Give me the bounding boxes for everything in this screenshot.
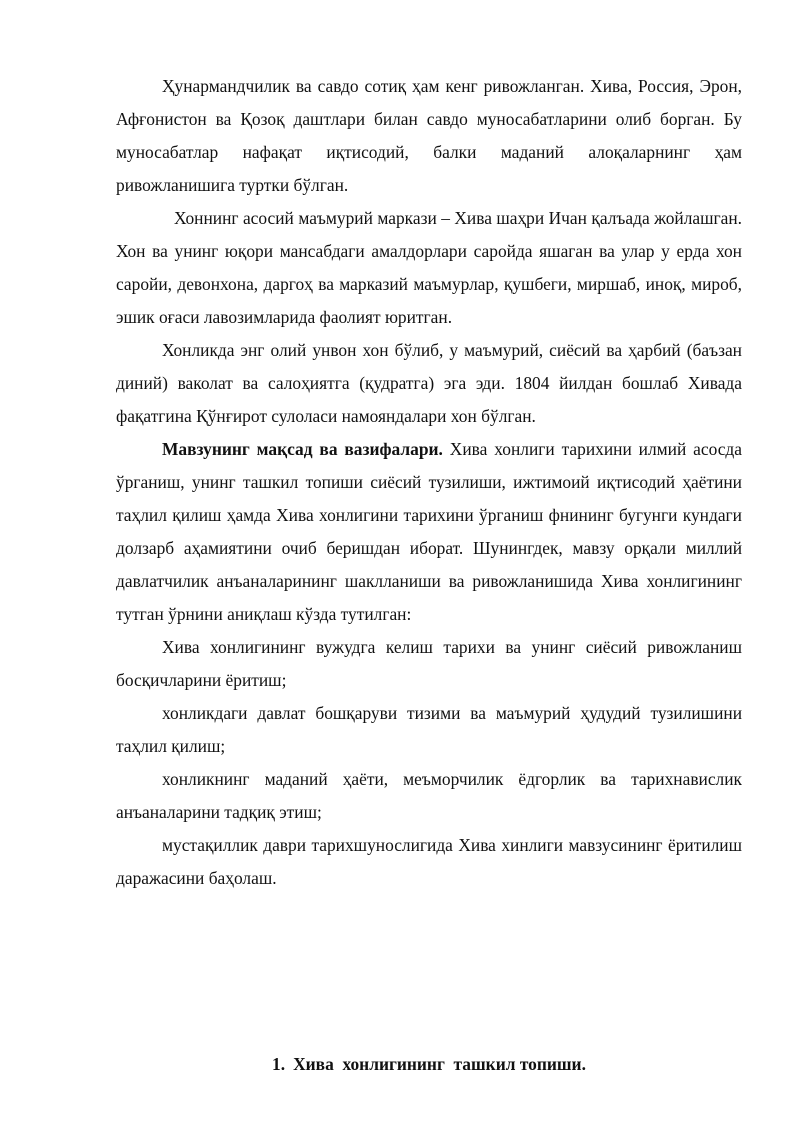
section-title: Хива хонлигининг ташкил топиши. bbox=[293, 1054, 586, 1074]
paragraph-crafts-trade: Ҳунармандчилик ва савдо сотиқ ҳам кенг ривожланган. Хива, Россия, Эрон, Афғонистон ва Қозоқ даштлари билан савдо муносабатларини олиб борган. Бу муносабатлар нафақат иқтисодий, балки маданий алоқаларнинг ҳам ривожланишига туртки бўлган. bbox=[116, 76, 742, 195]
paragraph-khan-title: Хонликда энг олий унвон хон бўлиб, у маъмурий, сиёсий ва ҳарбий (баъзан диний) ваколат ва салоҳиятга (қудратга) эга эди. 1804 йилдан бошлаб Хивада фақатгина Қўнғирот сулоласи намояндалари хон бўлган. bbox=[116, 340, 742, 426]
section-heading bbox=[116, 1050, 742, 1078]
task-item-3: хонликнинг маданий ҳаёти, меъморчилик ёдгорлик ва тарихнавислик анъаналарини тадқиқ этиш; bbox=[116, 769, 742, 822]
paragraph-goals bbox=[116, 433, 742, 631]
task-item-4: мустақиллик даври тарихшунослигида Хива хинлиги мавзусининг ёритилиш даражасини баҳолаш. bbox=[116, 835, 742, 888]
section-number: 1. bbox=[272, 1054, 286, 1074]
goals-text: Хива хонлиги тарихини илмий асосда ўрганиш, унинг ташкил топиши сиёсий тузилиши, ижтимоий иқтисодий ҳаётини таҳлил қилиш ҳамда Хива хонлигини тарихини ўрганиш фнининг бугунги кундаги долзарб аҳамиятини очиб беришдан иборат. Шунингдек, мавзу орқали миллий давлатчилик анъаналарининг шаклланиши ва ривожланишида Хива хонлигининг тутган ўрнини аниқлаш кўзда тутилган: bbox=[116, 439, 742, 624]
document-body bbox=[116, 70, 742, 895]
goals-lead: Мавзунинг мақсад ва вазифалари. bbox=[162, 439, 443, 459]
task-item-2: хонликдаги давлат бошқаруви тизими ва маъмурий ҳудудий тузилишини таҳлил қилиш; bbox=[116, 703, 742, 756]
paragraph-administrative-center: Хоннинг асосий маъмурий маркази – Хива шаҳри Ичан қалъада жойлашган. Хон ва унинг юқори мансабдаги амалдорлари саройда яшаган ва улар у ерда хон саройи, девонхона, даргоҳ ва марказий маъмурлар, қушбеги, миршаб, иноқ, мироб, эшик оғаси лавозимларида фаолият юритган. bbox=[116, 208, 742, 327]
task-item-1: Хива хонлигининг вужудга келиш тарихи ва унинг сиёсий ривожланиш босқичларини ёритиш; bbox=[116, 637, 742, 690]
